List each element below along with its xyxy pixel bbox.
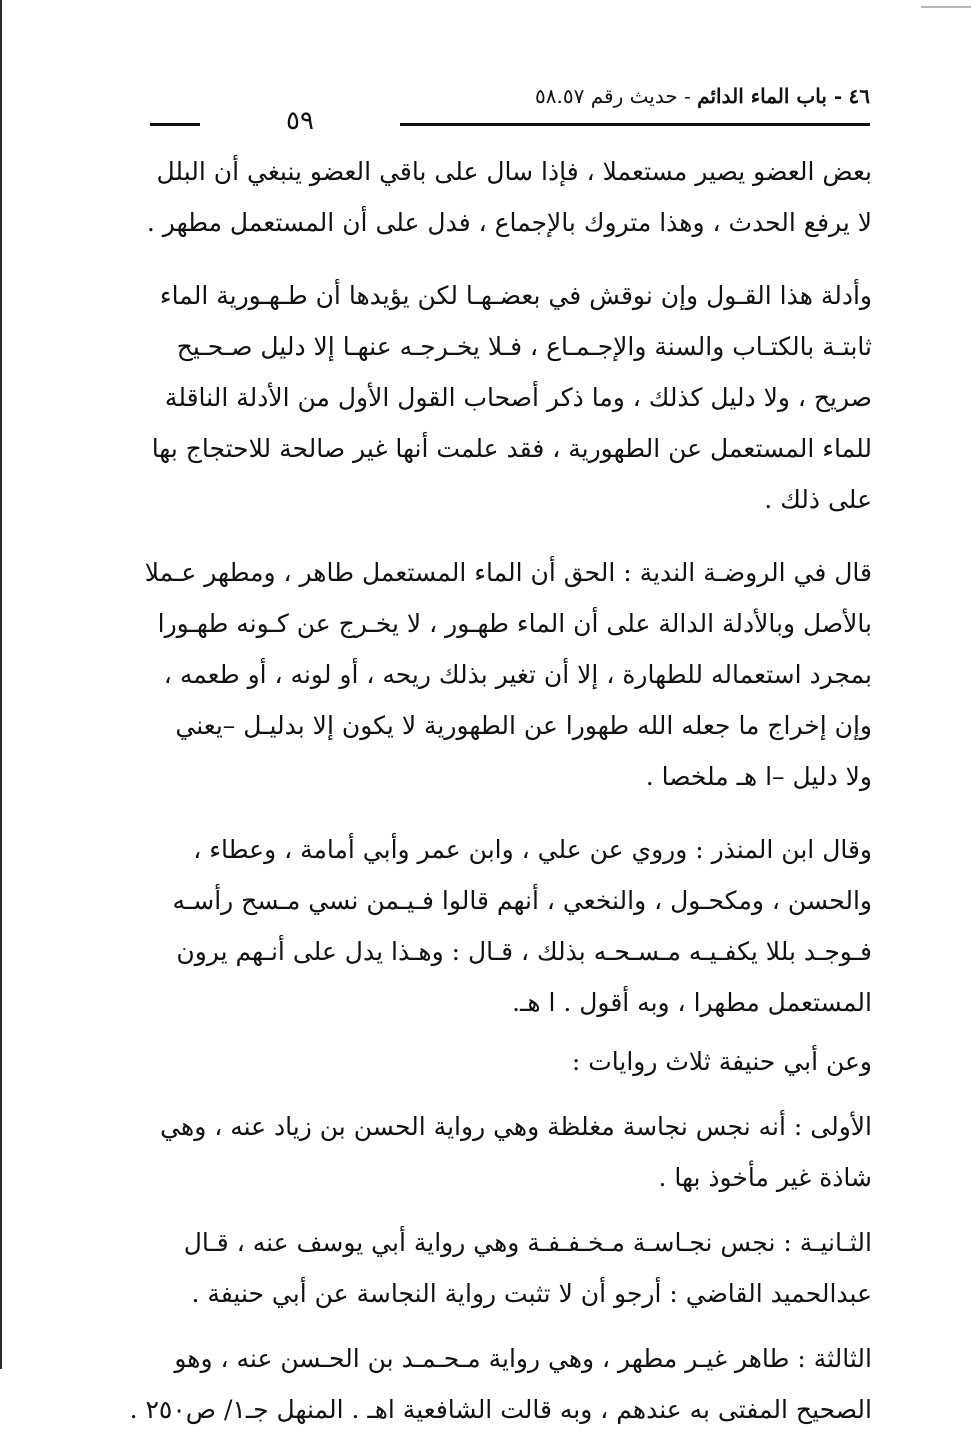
chapter-title: باب الماء الدائم	[697, 84, 827, 108]
paragraph	[129, 1333, 872, 1435]
text-line: الأولى : أنه نجس نجاسة مغلظة وهي رواية الحسن بن زياد عنه ، وهي	[160, 1112, 872, 1141]
header-rule-left	[150, 123, 200, 126]
running-title: ٤٦ - باب الماء الدائم - حديث رقم ٥٨.٥٧	[535, 84, 870, 108]
text-line: لا يرفع الحدث ، وهذا متروك بالإجماع ، فدل على أن المستعمل مطهر .	[146, 208, 872, 237]
text-line: قال في الروضـة الندية : الحق أن الماء المستعمل طاهر ، ومطهر عـملا	[144, 558, 872, 587]
text-line: بعض العضو يصير مستعملا ، فإذا سال على باقي العضو ينبغي أن البلل	[156, 157, 872, 186]
text-line: وعن أبي حنيفة ثلاث روايات :	[571, 1047, 872, 1076]
text-line: صريح ، ولا دليل كذلك ، وما ذكر أصحاب القول الأول من الأدلة الناقلة	[164, 383, 872, 412]
page-body	[129, 146, 872, 1435]
text-line: فـوجـد بللا يكفـيـه مـسـحـه بذلك ، قـال : وهـذا يدل على أنـهم يرون	[176, 937, 872, 966]
text-line: ثابتـة بالكتـاب والسنة والإجـمـاع ، فـلا يخـرجـه عنهـا إلا دليل صـحـيح	[176, 332, 872, 361]
text-line: ولا دليل –ا هـ ملخصا .	[645, 762, 872, 791]
text-line: والحسن ، ومكحـول ، والنخعي ، أنهم قالوا فـيـمن نسي مـسح رأسـه	[172, 886, 872, 915]
text-line: الثـانيـة : نجس نجـاسـة مـخـفـفـة وهي رواية أبي يوسف عنه ، قـال	[183, 1228, 872, 1257]
text-line: الثالثة : طاهر غيـر مطهر ، وهي رواية مـحـمـد بن الحـسن عنه ، وهو	[174, 1344, 872, 1373]
text-line: المستعمل مطهرا ، وبه أقول . ا هـ.	[512, 988, 872, 1017]
text-line: وأدلة هذا القـول وإن نوقش في بعضـهـا لكن يؤيدها أن طـهـورية الماء	[159, 281, 872, 310]
text-line: على ذلك .	[764, 485, 872, 514]
text-line: بالأصل وبالأدلة الدالة على أن الماء طهـور ، لا يخـرج عن كـونه طهـورا	[157, 609, 872, 638]
paragraph	[150, 1217, 872, 1319]
paragraph	[144, 547, 872, 802]
page-header	[150, 84, 870, 134]
text-line: عبدالحميد القاضي : أرجو أن لا تثبت رواية النجاسة عن أبي حنيفة .	[191, 1279, 872, 1308]
chapter-number: ٤٦	[848, 84, 870, 108]
paragraph	[150, 1101, 872, 1203]
text-line: شاذة غير مأخوذ بها .	[658, 1163, 872, 1192]
scan-edge-mark	[921, 6, 971, 8]
header-rule-right	[400, 123, 870, 126]
paragraph	[146, 146, 872, 248]
hadith-reference: حديث رقم ٥٨.٥٧	[535, 84, 678, 108]
text-line: وقال ابن المنذر : وروي عن علي ، وابن عمر وأبي أمامة ، وعطاء ،	[193, 835, 872, 864]
text-line: للماء المستعمل عن الطهورية ، فقد علمت أنها غير صالحة للاحتجاج بها	[151, 434, 872, 463]
scan-edge-left	[0, 0, 2, 1369]
paragraph	[150, 1036, 872, 1087]
text-line: وإن إخراج ما جعله الله طهورا عن الطهورية لا يكون إلا بدليـل –يعني	[175, 711, 872, 740]
paragraph	[150, 824, 872, 1028]
paragraph	[150, 270, 872, 525]
text-line: بمجرد استعماله للطهارة ، إلا أن تغير بذلك ريحه ، أو لونه ، أو طعمه ،	[163, 660, 872, 689]
page-number: ٥٩	[286, 106, 314, 136]
text-line: الصحيح المفتى به عندهم ، وبه قالت الشافعية اهـ . المنهل جـ١/ ص٢٥٠ .	[129, 1395, 872, 1424]
